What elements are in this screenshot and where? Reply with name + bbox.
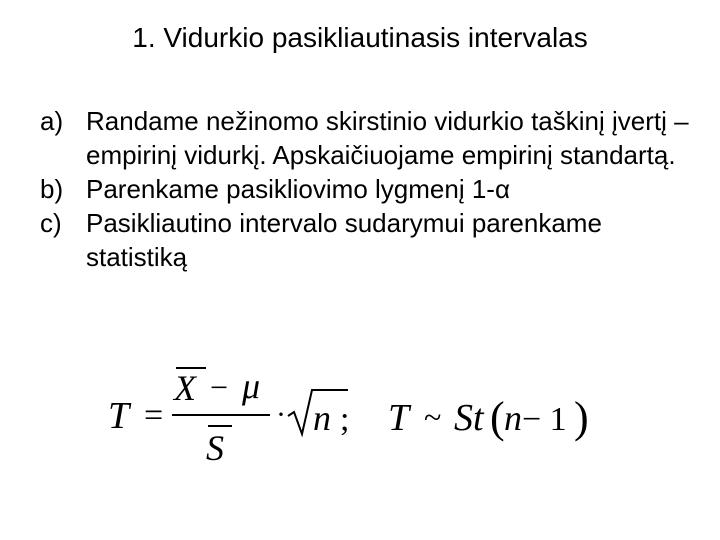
formula-lhs: T bbox=[108, 395, 130, 437]
list-item-a bbox=[40, 104, 700, 172]
formula-minus: − bbox=[210, 369, 229, 405]
formula-close-paren: ) bbox=[574, 393, 589, 442]
formula-denominator-var: S bbox=[206, 428, 224, 468]
list-item-c bbox=[40, 206, 700, 274]
bullet-list bbox=[40, 104, 700, 274]
list-item-text: Pasikliautino intervalo sudarymui parenkame statistiką bbox=[86, 208, 602, 272]
list-marker: c) bbox=[40, 208, 62, 238]
formula-equals: = bbox=[144, 397, 164, 434]
formula-rhs-var: T bbox=[388, 397, 410, 439]
list-marker: a) bbox=[40, 106, 64, 136]
formula-dist-arg-var: n bbox=[504, 398, 522, 438]
slide-title: 1. Vidurkio pasikliautinasis intervalas bbox=[132, 22, 588, 53]
list-item-b bbox=[40, 172, 700, 206]
formula-dot: · bbox=[276, 398, 286, 431]
formula-mu: μ bbox=[242, 366, 261, 406]
list-item-text: Randame nežinomo skirstinio vidurkio taškinį įvertį – empirinį vidurkį. Apskaičiuojame empirinį standartą. bbox=[86, 106, 689, 170]
formula-sqrt-var: n bbox=[313, 398, 331, 438]
list-item-text: Parenkame pasikliovimo lygmenį 1-α bbox=[86, 174, 510, 204]
formula-semicolon: ; bbox=[340, 401, 350, 438]
list-marker: b) bbox=[40, 174, 64, 204]
formula-svg bbox=[100, 360, 620, 470]
formula-tilde: ~ bbox=[424, 399, 442, 435]
formula-dist-arg-rest: − 1 bbox=[522, 401, 567, 438]
formula-open-paren: ( bbox=[490, 393, 505, 442]
formula-dist-name: St bbox=[454, 397, 484, 439]
formula-numerator-var: X bbox=[174, 368, 196, 408]
t-statistic-formula bbox=[100, 360, 620, 470]
